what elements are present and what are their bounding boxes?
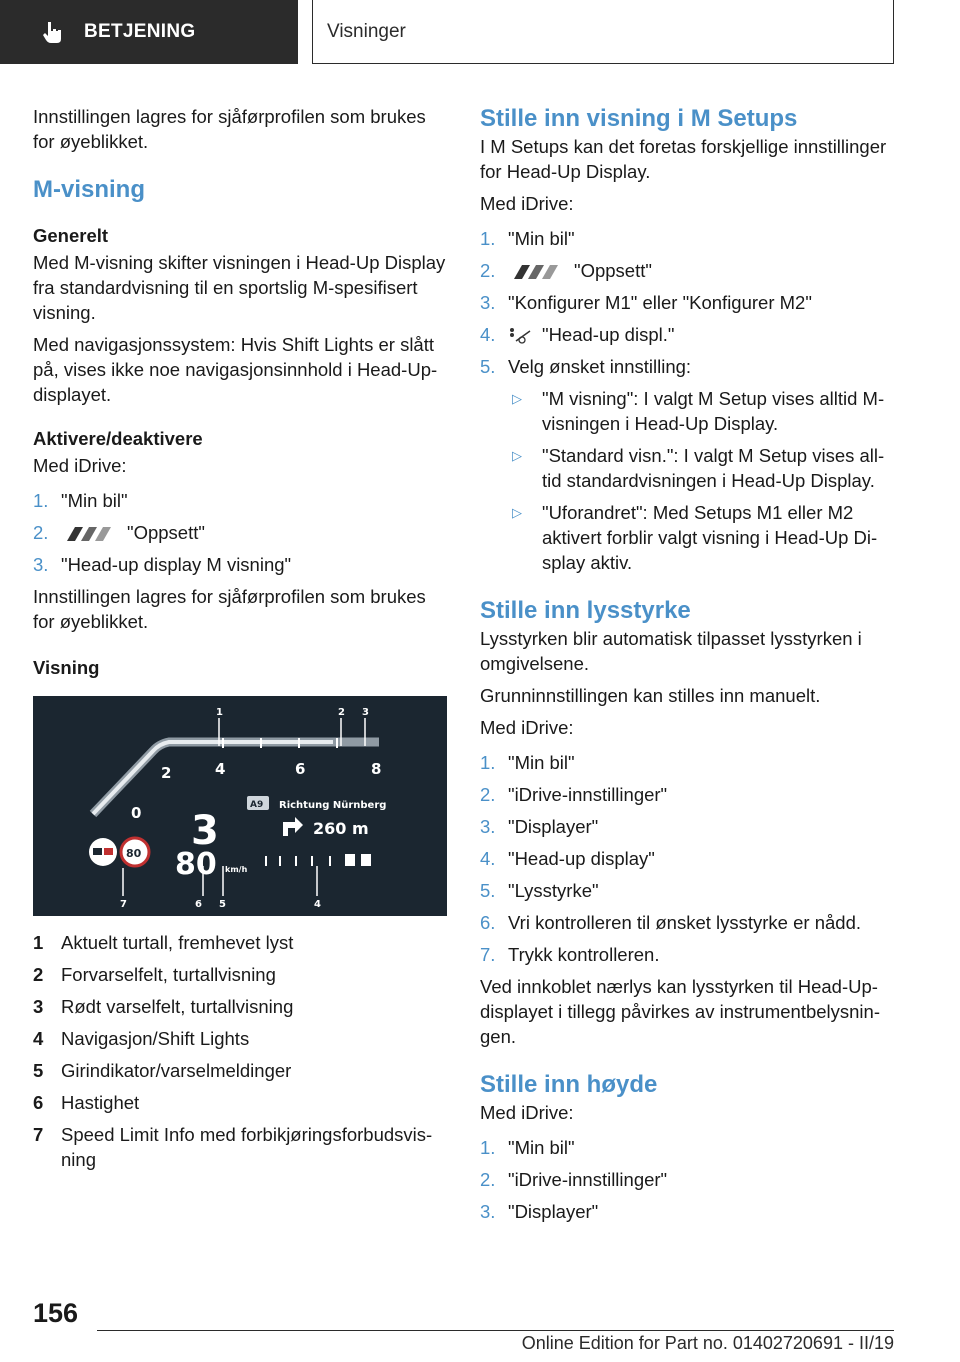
step-number: 3. [480,816,496,837]
step-text: "Head-up displ." [542,324,675,345]
distance-label: 260 m [313,819,369,838]
step-number: 1. [33,490,49,511]
scale-label: 6 [295,760,306,778]
legend-number: 4 [33,1028,44,1049]
chapter-tab [0,0,298,64]
brightness-heading: Stille inn lysstyrke [480,597,691,624]
general-heading: Generelt [33,225,109,246]
activate-steps [33,488,447,577]
setups-heading: Stille inn visning i M Setups [480,105,798,132]
step-number: 1. [480,752,496,773]
destination-label: Richtung Nürnberg [279,800,387,811]
step-number: 1. [480,228,496,249]
hud-illustration [33,696,447,916]
step-text: "Min bil" [508,228,575,249]
edition-note: Online Edition for Part no. 01402720691 - II/19 [521,1333,894,1353]
list-item [480,290,894,315]
list-item [480,814,894,839]
step-number: 1. [480,1137,496,1158]
legend-text: Girindikator/varselmeldinger [61,1060,292,1081]
list-item [33,930,447,955]
step-text: "Displayer" [508,816,599,837]
height-steps [480,1135,894,1224]
list-item [508,500,894,575]
section-title: Visninger [327,20,406,42]
legend-text: Speed Limit Info med forbikjøringsforbudsvisning [61,1124,433,1170]
step-text: "Min bil" [61,490,128,511]
step-text: "Oppsett" [127,522,205,543]
activate-lead: Med iDrive: [33,455,127,476]
m-view-heading: M-visning [33,176,145,203]
legend-number: 5 [33,1060,44,1081]
list-item [33,488,447,513]
activate-note: Innstillingen lagres for sjåførprofilen som brukes for øyeblikket. [33,586,426,632]
callout-3: 3 [362,707,369,718]
speed-value: 80 [175,847,217,882]
callout-2: 2 [338,707,345,718]
list-item [480,1199,894,1224]
speed-limit-value: 80 [126,847,142,860]
list-item [33,1058,447,1083]
hud-graphic [33,696,447,916]
list-item [480,226,894,251]
left-column [33,104,447,1179]
step-text: "iDrive-innstillinger" [508,784,668,805]
option-text: "M visning": I valgt M Setup vises alltid M-visningen i Head-Up Display. [542,388,885,434]
general-paragraph-1: Med M-visning skifter visningen i Head-Up Display fra standardvisning til en sportslig M-spesifisert visning. [33,252,446,323]
legend-number: 6 [33,1092,44,1113]
option-text: "Uforandret": Med Setups M1 eller M2 aktivert forblir valgt visning i Head-Up Display aktiv. [542,502,878,573]
list-item [480,750,894,775]
triangle-bullet-icon: ▷ [512,448,522,463]
scale-label: 4 [215,760,226,778]
page-number: 156 [33,1298,79,1328]
step-text: "Lysstyrke" [508,880,599,901]
list-item [480,846,894,871]
list-item [33,1026,447,1051]
legend-text: Forvarselfelt, turtallvisning [61,964,276,985]
list-item [480,942,894,967]
height-heading: Stille inn høyde [480,1071,658,1098]
scale-label: 2 [161,764,172,782]
step-content [508,258,894,283]
legend-number: 2 [33,964,44,985]
legend-text: Hastighet [61,1092,140,1113]
step-number: 3. [480,1201,496,1222]
triangle-bullet-icon: ▷ [512,505,522,520]
hand-pointer-icon [40,19,66,45]
list-item [33,1122,447,1172]
step-number: 7. [480,944,496,965]
option-text: "Standard visn.": I valgt M Setup vises alltid standardvisningen i Head-Up Display. [542,445,885,491]
hud-legend [33,930,447,1172]
step-number: 4. [480,324,496,345]
step-number: 2. [33,522,49,543]
step-text: "Min bil" [508,1137,575,1158]
legend-number: 7 [33,1124,44,1145]
step-content [508,322,894,347]
step-number: 2. [480,260,496,281]
list-item [33,520,447,545]
view-heading: Visning [33,657,100,678]
step-text: "Min bil" [508,752,575,773]
head-up-display-icon [508,327,534,345]
callout-5: 5 [219,899,226,910]
setups-steps [480,226,894,379]
list-item [480,1167,894,1192]
list-item [33,552,447,577]
callout-7: 7 [120,899,127,910]
list-item [480,354,894,379]
intro-paragraph: Innstillingen lagres for sjåførprofilen som brukes for øyeblikket. [33,106,426,152]
step-text: "Oppsett" [574,260,652,281]
list-item [480,910,894,935]
legend-text: Navigasjon/Shift Lights [61,1028,250,1049]
step-text: Vri kontrolleren til ønsket lysstyrke er nådd. [508,912,861,933]
list-item [33,962,447,987]
gear-indicator: 3 [191,808,219,854]
turn-arrow-icon [283,817,303,836]
m-stripes-icon [510,265,566,279]
brightness-steps [480,750,894,967]
shift-lights [265,854,371,866]
step-text: "Head-up display" [508,848,655,869]
step-text: Trykk kontrolleren. [508,944,660,965]
list-item [480,878,894,903]
step-number: 2. [480,784,496,805]
list-item [33,994,447,1019]
chapter-title: BETJENING [84,21,196,42]
step-text: Velg ønsket innstilling: [508,356,692,377]
triangle-bullet-icon: ▷ [512,391,522,406]
legend-text: Rødt varselfelt, turtallvisning [61,996,294,1017]
brightness-lead: Med iDrive: [480,717,574,738]
section-tab [312,0,894,64]
height-lead: Med iDrive: [480,1102,574,1123]
m-stripes-icon [63,527,119,541]
step-number: 4. [480,848,496,869]
speed-unit: km/h [225,865,248,874]
legend-text: Aktuelt turtall, fremhevet lyst [61,932,294,953]
step-text: "Displayer" [508,1201,599,1222]
list-item [480,258,894,283]
legend-number: 1 [33,932,44,953]
step-text: "Konfigurer M1" eller "Konfigurer M2" [508,292,812,313]
list-item [480,322,894,347]
road-sign-label: A9 [250,800,264,810]
legend-number: 3 [33,996,44,1017]
step-text: "iDrive-innstillinger" [508,1169,668,1190]
setups-lead: Med iDrive: [480,193,574,214]
step-number: 3. [33,554,49,575]
callout-4: 4 [314,899,321,910]
setups-paragraph: I M Setups kan det foretas forskjellige innstillinger for Head-Up Display. [480,136,887,182]
brightness-paragraph-2: Grunninnstillingen kan stilles inn manuelt. [480,685,821,706]
step-text: "Head-up display M visning" [61,554,292,575]
list-item [508,443,894,493]
step-number: 5. [480,880,496,901]
general-paragraph-2: Med navigasjonssystem: Hvis Shift Lights er slått på, vises ikke noe navigasjonsinnhold i Head-Up-displayet. [33,334,438,405]
right-column [480,104,894,1231]
scale-label: 0 [131,804,142,822]
list-item [508,386,894,436]
setups-options [508,386,894,575]
brightness-paragraph-1: Lysstyrken blir automatisk tilpasset lysstyrken i omgivelsene. [480,628,862,674]
list-item [480,782,894,807]
list-item [480,1135,894,1160]
step-number: 5. [480,356,496,377]
step-number: 6. [480,912,496,933]
scale-label: 8 [371,760,382,778]
list-item [33,1090,447,1115]
footer-divider [97,1330,894,1331]
step-number: 3. [480,292,496,313]
step-content [61,520,447,545]
activate-heading: Aktivere/deaktivere [33,428,203,449]
step-number: 2. [480,1169,496,1190]
brightness-note: Ved innkoblet nærlys kan lysstyrken til Head-Up-displayet i tillegg påvirkes av instrumentbelysningen. [480,976,881,1047]
callout-6: 6 [195,899,202,910]
callout-1: 1 [216,707,223,718]
